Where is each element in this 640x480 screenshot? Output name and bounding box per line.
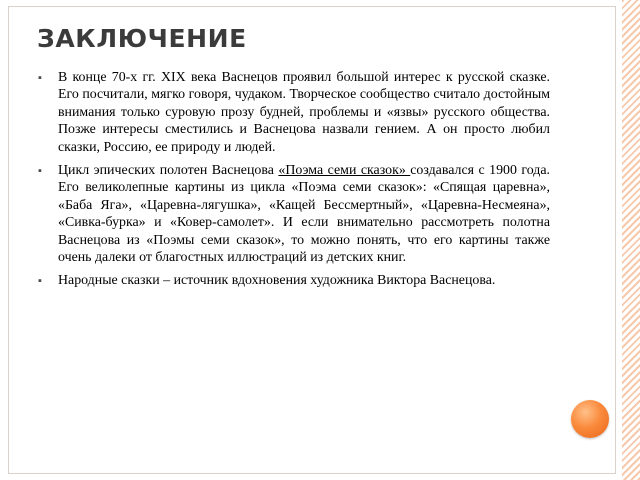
paragraph-interest xyxy=(38,69,550,156)
bullet-icon: ▪ xyxy=(38,275,42,288)
bullet-icon: ▪ xyxy=(38,165,42,178)
decorative-stripe xyxy=(622,0,640,480)
paragraph-text: В конце 70-х гг. XIX века Васнецов проявил большой интерес к русской сказке. Его посчитали, мягко говоря, чудаком. Творческое сообщество считало достойным внимания только суровую прозу будней, проблемы и «язвы» русского общества. Позже интересы сместились и Васнецова назвали гением. А он просто любил сказки, Россию, ее природу и людей. xyxy=(58,70,550,155)
paragraph-text: Цикл эпических полотен Васнецова xyxy=(58,163,279,179)
paragraph-cycle xyxy=(38,162,550,266)
paragraph-inspiration xyxy=(38,272,550,289)
slide-title: ЗАКЛЮЧЕНИЕ xyxy=(37,24,247,53)
paragraph-text-continued: создавался с 1900 года. Его великолепные картины из цикла «Поэма семи сказок»: «Спящая царевна», «Баба Яга», «Царевна-лягушка», «Кащей Бессмертный», «Царевна-Несмеяна», «Сивка-бурка» и «Ковер-самолет». И если внимательно рассмотреть полотна Васнецова из «Поэмы семи сказок», то можно понять, что его картины также очень далеки от благостных иллюстраций из детских книг. xyxy=(58,163,550,266)
poem-of-seven-tales-link[interactable]: «Поэма семи сказок» xyxy=(278,163,411,179)
slide-body xyxy=(38,69,550,296)
bullet-icon: ▪ xyxy=(38,72,42,84)
orange-circle-decoration xyxy=(571,400,609,438)
paragraph-text: Народные сказки – источник вдохновения художника Виктора Васнецова. xyxy=(58,273,496,289)
